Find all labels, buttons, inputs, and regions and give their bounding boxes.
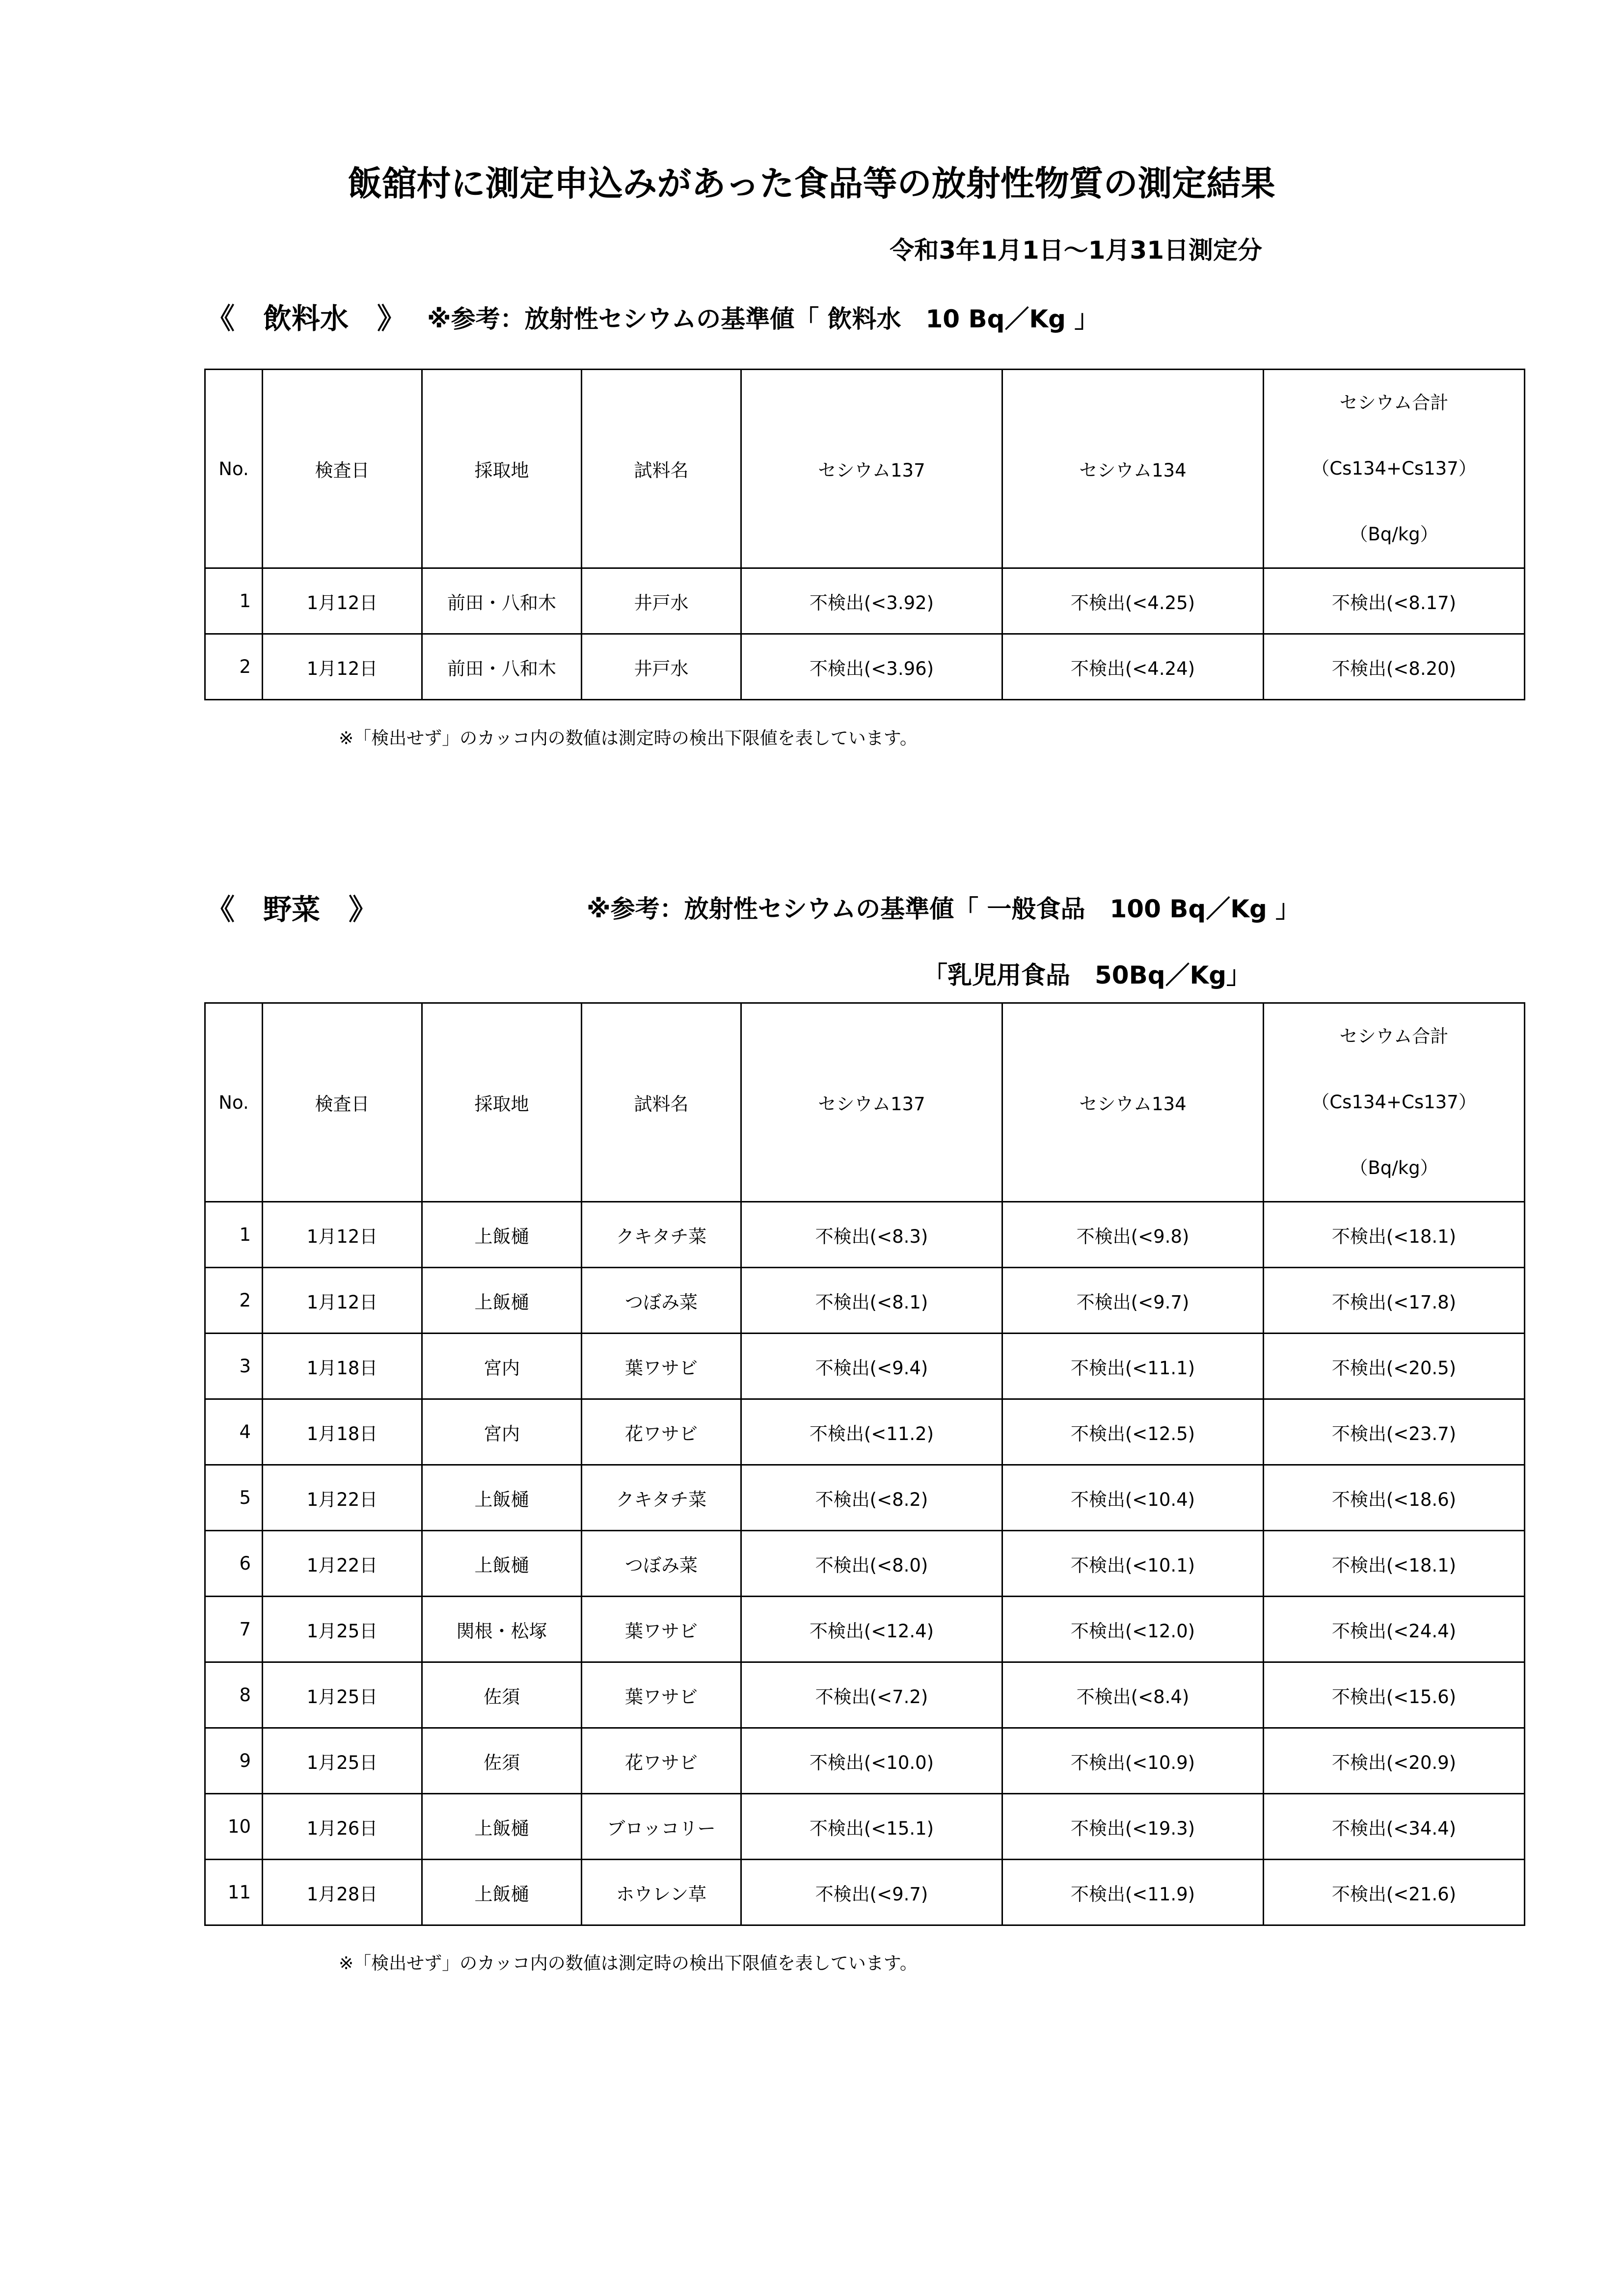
table-row — [205, 1597, 1525, 1662]
cell-total: 不検出(<34.4) — [1264, 1794, 1525, 1860]
header-cs137: セシウム137 — [741, 370, 1002, 568]
table-row — [205, 1860, 1525, 1925]
cell-cs137: 不検出(<9.7) — [741, 1860, 1002, 1925]
cell-cs137: 不検出(<8.3) — [741, 1202, 1002, 1268]
header-total — [1264, 370, 1525, 568]
cell-cs137: 不検出(<3.96) — [741, 634, 1002, 700]
table-row — [205, 1465, 1525, 1531]
cell-cs134: 不検出(<10.1) — [1002, 1531, 1264, 1597]
cell-sample: クキタチ菜 — [582, 1202, 741, 1268]
cell-cs137: 不検出(<12.4) — [741, 1597, 1002, 1662]
cell-date: 1月18日 — [263, 1334, 422, 1399]
cell-total: 不検出(<21.6) — [1264, 1860, 1525, 1925]
cell-cs134: 不検出(<8.4) — [1002, 1662, 1264, 1728]
cell-place: 上飯樋 — [422, 1794, 582, 1860]
cell-total: 不検出(<18.1) — [1264, 1202, 1525, 1268]
header-place: 採取地 — [422, 370, 582, 568]
footnote-water: ※「検出せず」のカッコ内の数値は測定時の検出下限値を表しています。 — [339, 728, 918, 748]
cell-cs137: 不検出(<7.2) — [741, 1662, 1002, 1728]
header-cs137: セシウム137 — [741, 1003, 1002, 1202]
cell-date: 1月12日 — [263, 634, 422, 700]
header-total-line1: セシウム合計 — [1339, 1026, 1449, 1047]
cell-no: 9 — [205, 1728, 263, 1794]
table-row — [205, 1399, 1525, 1465]
cell-sample: つぼみ菜 — [582, 1531, 741, 1597]
measurement-period: 令和3年1月1日～1月31日測定分 — [890, 236, 1262, 265]
header-sample: 試料名 — [582, 1003, 741, 1202]
cell-total: 不検出(<18.6) — [1264, 1465, 1525, 1531]
cell-place: 佐須 — [422, 1728, 582, 1794]
cell-date: 1月12日 — [263, 568, 422, 634]
cell-total: 不検出(<17.8) — [1264, 1268, 1525, 1334]
cell-place: 関根・松塚 — [422, 1597, 582, 1662]
cell-total: 不検出(<8.20) — [1264, 634, 1525, 700]
cell-no: 4 — [205, 1399, 263, 1465]
header-no: No. — [205, 1003, 263, 1202]
reference-standard-general: ※参考：放射性セシウムの基準値「 一般食品 100 Bq／Kg 」 — [587, 895, 1300, 923]
cell-sample: ホウレン草 — [582, 1860, 741, 1925]
cell-no: 10 — [205, 1794, 263, 1860]
cell-date: 1月28日 — [263, 1860, 422, 1925]
page-title: 飯舘村に測定申込みがあった食品等の放射性物質の測定結果 — [348, 163, 1275, 204]
table-row — [205, 1202, 1525, 1268]
cell-cs137: 不検出(<8.1) — [741, 1268, 1002, 1334]
cell-cs137: 不検出(<10.0) — [741, 1728, 1002, 1794]
header-date: 検査日 — [263, 370, 422, 568]
cell-place: 前田・八和木 — [422, 634, 582, 700]
cell-date: 1月18日 — [263, 1399, 422, 1465]
cell-cs134: 不検出(<9.8) — [1002, 1202, 1264, 1268]
header-sample: 試料名 — [582, 370, 741, 568]
cell-total: 不検出(<24.4) — [1264, 1597, 1525, 1662]
cell-cs137: 不検出(<8.0) — [741, 1531, 1002, 1597]
cell-total: 不検出(<20.5) — [1264, 1334, 1525, 1399]
cell-date: 1月22日 — [263, 1531, 422, 1597]
cell-no: 2 — [205, 1268, 263, 1334]
header-cs134: セシウム134 — [1002, 1003, 1264, 1202]
cell-cs134: 不検出(<11.9) — [1002, 1860, 1264, 1925]
cell-cs134: 不検出(<19.3) — [1002, 1794, 1264, 1860]
table-header-row — [205, 370, 1525, 568]
cell-total: 不検出(<18.1) — [1264, 1531, 1525, 1597]
cell-cs137: 不検出(<8.2) — [741, 1465, 1002, 1531]
cell-no: 11 — [205, 1860, 263, 1925]
cell-cs137: 不検出(<15.1) — [741, 1794, 1002, 1860]
section-heading-water: 《 飲料水 》 — [206, 302, 406, 335]
cell-date: 1月25日 — [263, 1728, 422, 1794]
cell-sample: つぼみ菜 — [582, 1268, 741, 1334]
table-row — [205, 1794, 1525, 1860]
header-total-line3: （Bq/kg） — [1350, 1157, 1438, 1178]
cell-cs134: 不検出(<11.1) — [1002, 1334, 1264, 1399]
cell-date: 1月12日 — [263, 1202, 422, 1268]
cell-place: 佐須 — [422, 1662, 582, 1728]
reference-standard-water: ※参考：放射性セシウムの基準値「 飲料水 10 Bq／Kg 」 — [427, 305, 1099, 333]
cell-no: 7 — [205, 1597, 263, 1662]
cell-sample: 葉ワサビ — [582, 1334, 741, 1399]
cell-total: 不検出(<20.9) — [1264, 1728, 1525, 1794]
cell-no: 6 — [205, 1531, 263, 1597]
cell-cs134: 不検出(<10.9) — [1002, 1728, 1264, 1794]
table-row — [205, 634, 1525, 700]
cell-sample: ブロッコリー — [582, 1794, 741, 1860]
cell-date: 1月25日 — [263, 1597, 422, 1662]
cell-no: 1 — [205, 568, 263, 634]
cell-total: 不検出(<8.17) — [1264, 568, 1525, 634]
table-row — [205, 1662, 1525, 1728]
section-heading-vegetables: 《 野菜 》 — [206, 893, 378, 926]
header-total-line3: （Bq/kg） — [1350, 524, 1438, 545]
cell-total: 不検出(<15.6) — [1264, 1662, 1525, 1728]
header-total-line2: （Cs134+Cs137） — [1311, 1092, 1477, 1113]
table-row — [205, 568, 1525, 634]
cell-place: 上飯樋 — [422, 1531, 582, 1597]
cell-sample: 花ワサビ — [582, 1399, 741, 1465]
cell-cs134: 不検出(<4.25) — [1002, 568, 1264, 634]
header-cs134: セシウム134 — [1002, 370, 1264, 568]
cell-place: 上飯樋 — [422, 1465, 582, 1531]
reference-standard-infant: 「乳児用食品 50Bq／Kg」 — [923, 961, 1251, 989]
cell-date: 1月25日 — [263, 1662, 422, 1728]
cell-sample: 花ワサビ — [582, 1728, 741, 1794]
cell-date: 1月12日 — [263, 1268, 422, 1334]
header-total-line2: （Cs134+Cs137） — [1311, 458, 1477, 479]
cell-cs137: 不検出(<3.92) — [741, 568, 1002, 634]
water-results-table — [204, 369, 1525, 700]
cell-no: 5 — [205, 1465, 263, 1531]
cell-place: 上飯樋 — [422, 1860, 582, 1925]
cell-date: 1月26日 — [263, 1794, 422, 1860]
cell-cs134: 不検出(<12.5) — [1002, 1399, 1264, 1465]
cell-cs137: 不検出(<9.4) — [741, 1334, 1002, 1399]
cell-place: 前田・八和木 — [422, 568, 582, 634]
footnote-vegetables: ※「検出せず」のカッコ内の数値は測定時の検出下限値を表しています。 — [339, 1953, 918, 1974]
header-total — [1264, 1003, 1525, 1202]
header-place: 採取地 — [422, 1003, 582, 1202]
cell-cs134: 不検出(<4.24) — [1002, 634, 1264, 700]
cell-no: 2 — [205, 634, 263, 700]
cell-no: 8 — [205, 1662, 263, 1728]
table-row — [205, 1728, 1525, 1794]
header-no: No. — [205, 370, 263, 568]
cell-date: 1月22日 — [263, 1465, 422, 1531]
cell-cs134: 不検出(<10.4) — [1002, 1465, 1264, 1531]
table-row — [205, 1268, 1525, 1334]
cell-sample: 井戸水 — [582, 634, 741, 700]
table-row — [205, 1334, 1525, 1399]
cell-no: 3 — [205, 1334, 263, 1399]
cell-sample: 葉ワサビ — [582, 1662, 741, 1728]
cell-sample: 葉ワサビ — [582, 1597, 741, 1662]
cell-place: 宮内 — [422, 1399, 582, 1465]
cell-sample: 井戸水 — [582, 568, 741, 634]
cell-place: 上飯樋 — [422, 1268, 582, 1334]
cell-cs137: 不検出(<11.2) — [741, 1399, 1002, 1465]
cell-sample: クキタチ菜 — [582, 1465, 741, 1531]
cell-no: 1 — [205, 1202, 263, 1268]
vegetable-results-table — [204, 1002, 1525, 1926]
cell-place: 宮内 — [422, 1334, 582, 1399]
cell-place: 上飯樋 — [422, 1202, 582, 1268]
cell-cs134: 不検出(<9.7) — [1002, 1268, 1264, 1334]
header-total-line1: セシウム合計 — [1339, 392, 1449, 413]
header-date: 検査日 — [263, 1003, 422, 1202]
cell-cs134: 不検出(<12.0) — [1002, 1597, 1264, 1662]
table-header-row — [205, 1003, 1525, 1202]
cell-total: 不検出(<23.7) — [1264, 1399, 1525, 1465]
table-row — [205, 1531, 1525, 1597]
